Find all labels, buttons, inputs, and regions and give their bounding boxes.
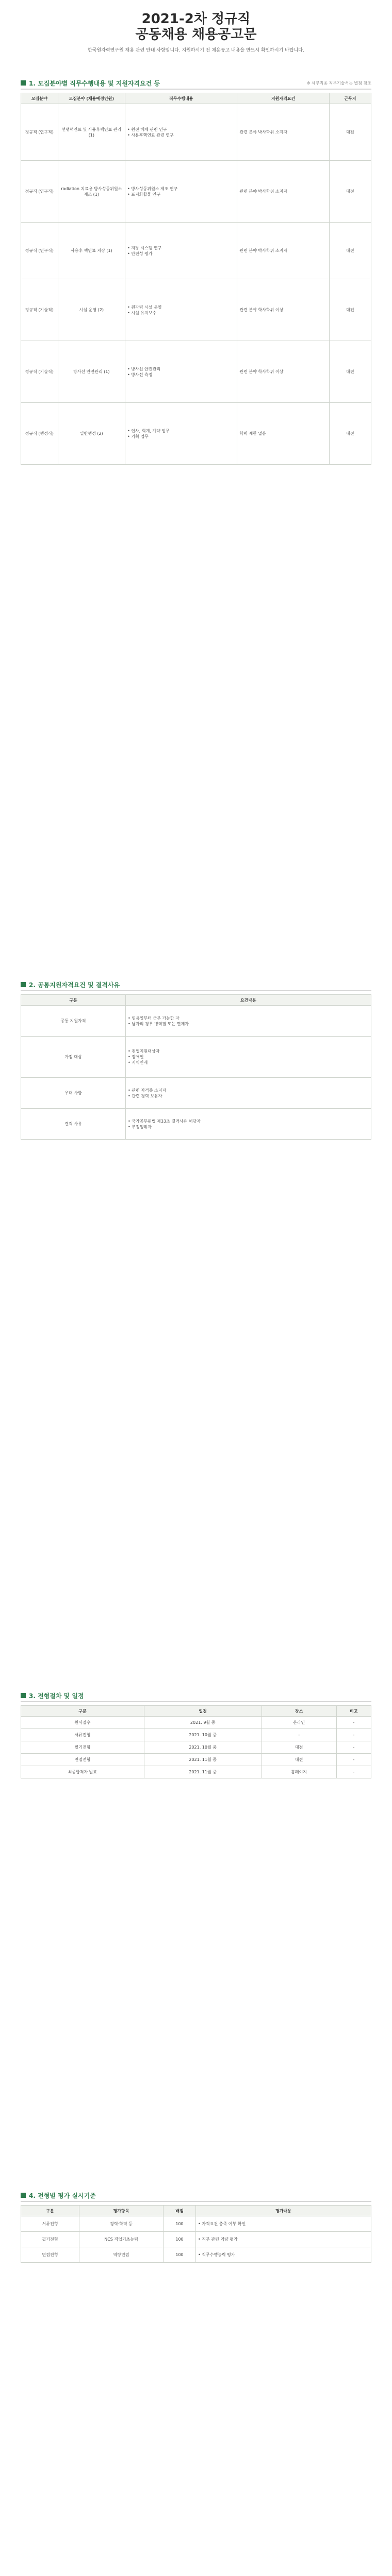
cell: • 임용일부터 근무 가능한 자 • 남자의 경우 병역필 또는 면제자 [126,1006,371,1037]
cell: NCS 직업기초능력 [79,2232,164,2247]
section-1-note: ※ 세부직종 직무기술서는 별첨 참조 [306,80,371,86]
cell: 2021. 11월 중 [144,1766,262,1778]
cell: 학력 제한 없음 [237,403,329,465]
cell: 필기전형 [21,2232,79,2247]
cell: • 방사선 안전관리 • 방사선 측정 [125,341,237,403]
cell: 대전 [329,279,371,341]
th: 지원자격요건 [237,93,329,104]
cell: 정규직 (기술직) [21,279,58,341]
table-schedule [21,1705,371,1778]
cell: 관련 분야 박사학위 소지자 [237,161,329,223]
cell: - [336,1741,371,1754]
table-positions [21,93,371,465]
th: 모집분야 (채용예정인원) [58,93,125,104]
cell: 최종합격자 발표 [21,1766,144,1778]
cell: - [336,1717,371,1729]
cell: 100 [164,2216,196,2232]
cell: 관련 분야 박사학위 소지자 [237,223,329,279]
cell: 경력·학력 등 [79,2216,164,2232]
cell: 홈페이지 [262,1766,336,1778]
cell: • 취업지원대상자 • 장애인 • 지역인재 [126,1037,371,1078]
cell: • 원자력 시설 운영 • 시설 유지보수 [125,279,237,341]
cell: 필기전형 [21,1741,144,1754]
cell: 결격 사유 [21,1109,126,1140]
section-2-title: 2. 공통지원자격요건 및 결격사유 [29,981,120,989]
cell: 우대 사항 [21,1078,126,1109]
cell: 대전 [329,341,371,403]
cell: • 인사, 회계, 계약 업무 • 기획 업무 [125,403,237,465]
th: 직무수행내용 [125,93,237,104]
th: 구분 [21,995,126,1006]
cell: 사용후 핵연료 저장 (1) [58,223,125,279]
cell: 정규직 (기술직) [21,341,58,403]
th: 장소 [262,1706,336,1717]
cell: 대전 [329,403,371,465]
th: 비고 [336,1706,371,1717]
cell: - [336,1729,371,1741]
section-marker-icon [21,2193,26,2198]
page-title: 2021-2차 정규직 [141,11,251,27]
cell: • 관련 자격증 소지자 • 관련 경력 보유자 [126,1078,371,1109]
cell: 대전 [262,1741,336,1754]
cell: 2021. 11월 중 [144,1754,262,1766]
cell: 100 [164,2247,196,2263]
cell: 가점 대상 [21,1037,126,1078]
th: 모집분야 [21,93,58,104]
th: 일정 [144,1706,262,1717]
cell: 대전 [329,161,371,223]
cell: 공통 지원자격 [21,1006,126,1037]
cell: 정규직 (행정직) [21,403,58,465]
cell: 서류전형 [21,1729,144,1741]
cell: - [262,1729,336,1741]
th: 평가내용 [196,2206,371,2216]
cell: 면접전형 [21,2247,79,2263]
cell: 관련 분야 박사학위 소지자 [237,104,329,161]
cell: 정규직 (연구직) [21,104,58,161]
cell: 온라인 [262,1717,336,1729]
th: 요건내용 [126,995,371,1006]
section-1-header [21,77,371,90]
th: 배점 [164,2206,196,2216]
section-marker-icon [21,80,26,86]
cell: • 국가공무원법 제33조 결격사유 해당자 • 부정행위자 [126,1109,371,1140]
cell: 방사선 안전관리 (1) [58,341,125,403]
table-evaluation [21,2205,371,2263]
section-1-title: 1. 모집분야별 직무수행내용 및 지원자격요건 등 [29,79,160,87]
section-3-title: 3. 전형절차 및 일정 [29,1692,84,1700]
cell: 2021. 10월 중 [144,1741,262,1754]
cell: 100 [164,2232,196,2247]
cell: 선행핵연료 및 사용후핵연료 관리 (1) [58,104,125,161]
cell: 2021. 10월 중 [144,1729,262,1741]
section-3-header [21,1690,371,1702]
cell: - [336,1754,371,1766]
th: 구분 [21,2206,79,2216]
table-requirements [21,994,371,1140]
section-marker-icon [21,982,26,987]
cell: 관련 분야 학사학위 이상 [237,341,329,403]
cell: 대전 [329,223,371,279]
cell: 면접전형 [21,1754,144,1766]
cell: 2021. 9월 중 [144,1717,262,1729]
cell: • 직무 관련 역량 평가 [196,2232,371,2247]
cell: 정규직 (연구직) [21,223,58,279]
cell: • 직무수행능력 평가 [196,2247,371,2263]
cell: • 방사성동위원소 제조 연구 • 표지화합물 연구 [125,161,237,223]
cell: 역량면접 [79,2247,164,2263]
cell: 관련 분야 학사학위 이상 [237,279,329,341]
cell: 일반행정 (2) [58,403,125,465]
cell: - [336,1766,371,1778]
cell: 시설 운영 (2) [58,279,125,341]
cell: • 저장 시스템 연구 • 안전성 평가 [125,223,237,279]
section-4-header [21,2190,371,2202]
cell: • 원전 해체 관련 연구 • 사용후핵연료 관련 연구 [125,104,237,161]
cell: radiation 치료용 방사성동위원소 제조 (1) [58,161,125,223]
cell: 서류전형 [21,2216,79,2232]
intro-text: 한국원자력연구원 채용 관련 안내 사항입니다. 지원하시기 전 채용공고 내용을 반드시 확인하시기 바랍니다. [88,48,304,53]
section-marker-icon [21,1693,26,1698]
cell: 원서접수 [21,1717,144,1729]
section-2-header [21,979,371,991]
section-4-title: 4. 전형별 평가 실시기준 [29,2192,96,2199]
cell: 대전 [329,104,371,161]
cell: 대전 [262,1754,336,1766]
title-wrap [88,11,304,42]
th: 근무지 [329,93,371,104]
page-subtitle: 공동채용 채용공고문 [135,27,257,42]
th: 구분 [21,1706,144,1717]
header [0,0,392,72]
cell: 정규직 (연구직) [21,161,58,223]
th: 평가항목 [79,2206,164,2216]
cell: • 자격요건 충족 여부 확인 [196,2216,371,2232]
